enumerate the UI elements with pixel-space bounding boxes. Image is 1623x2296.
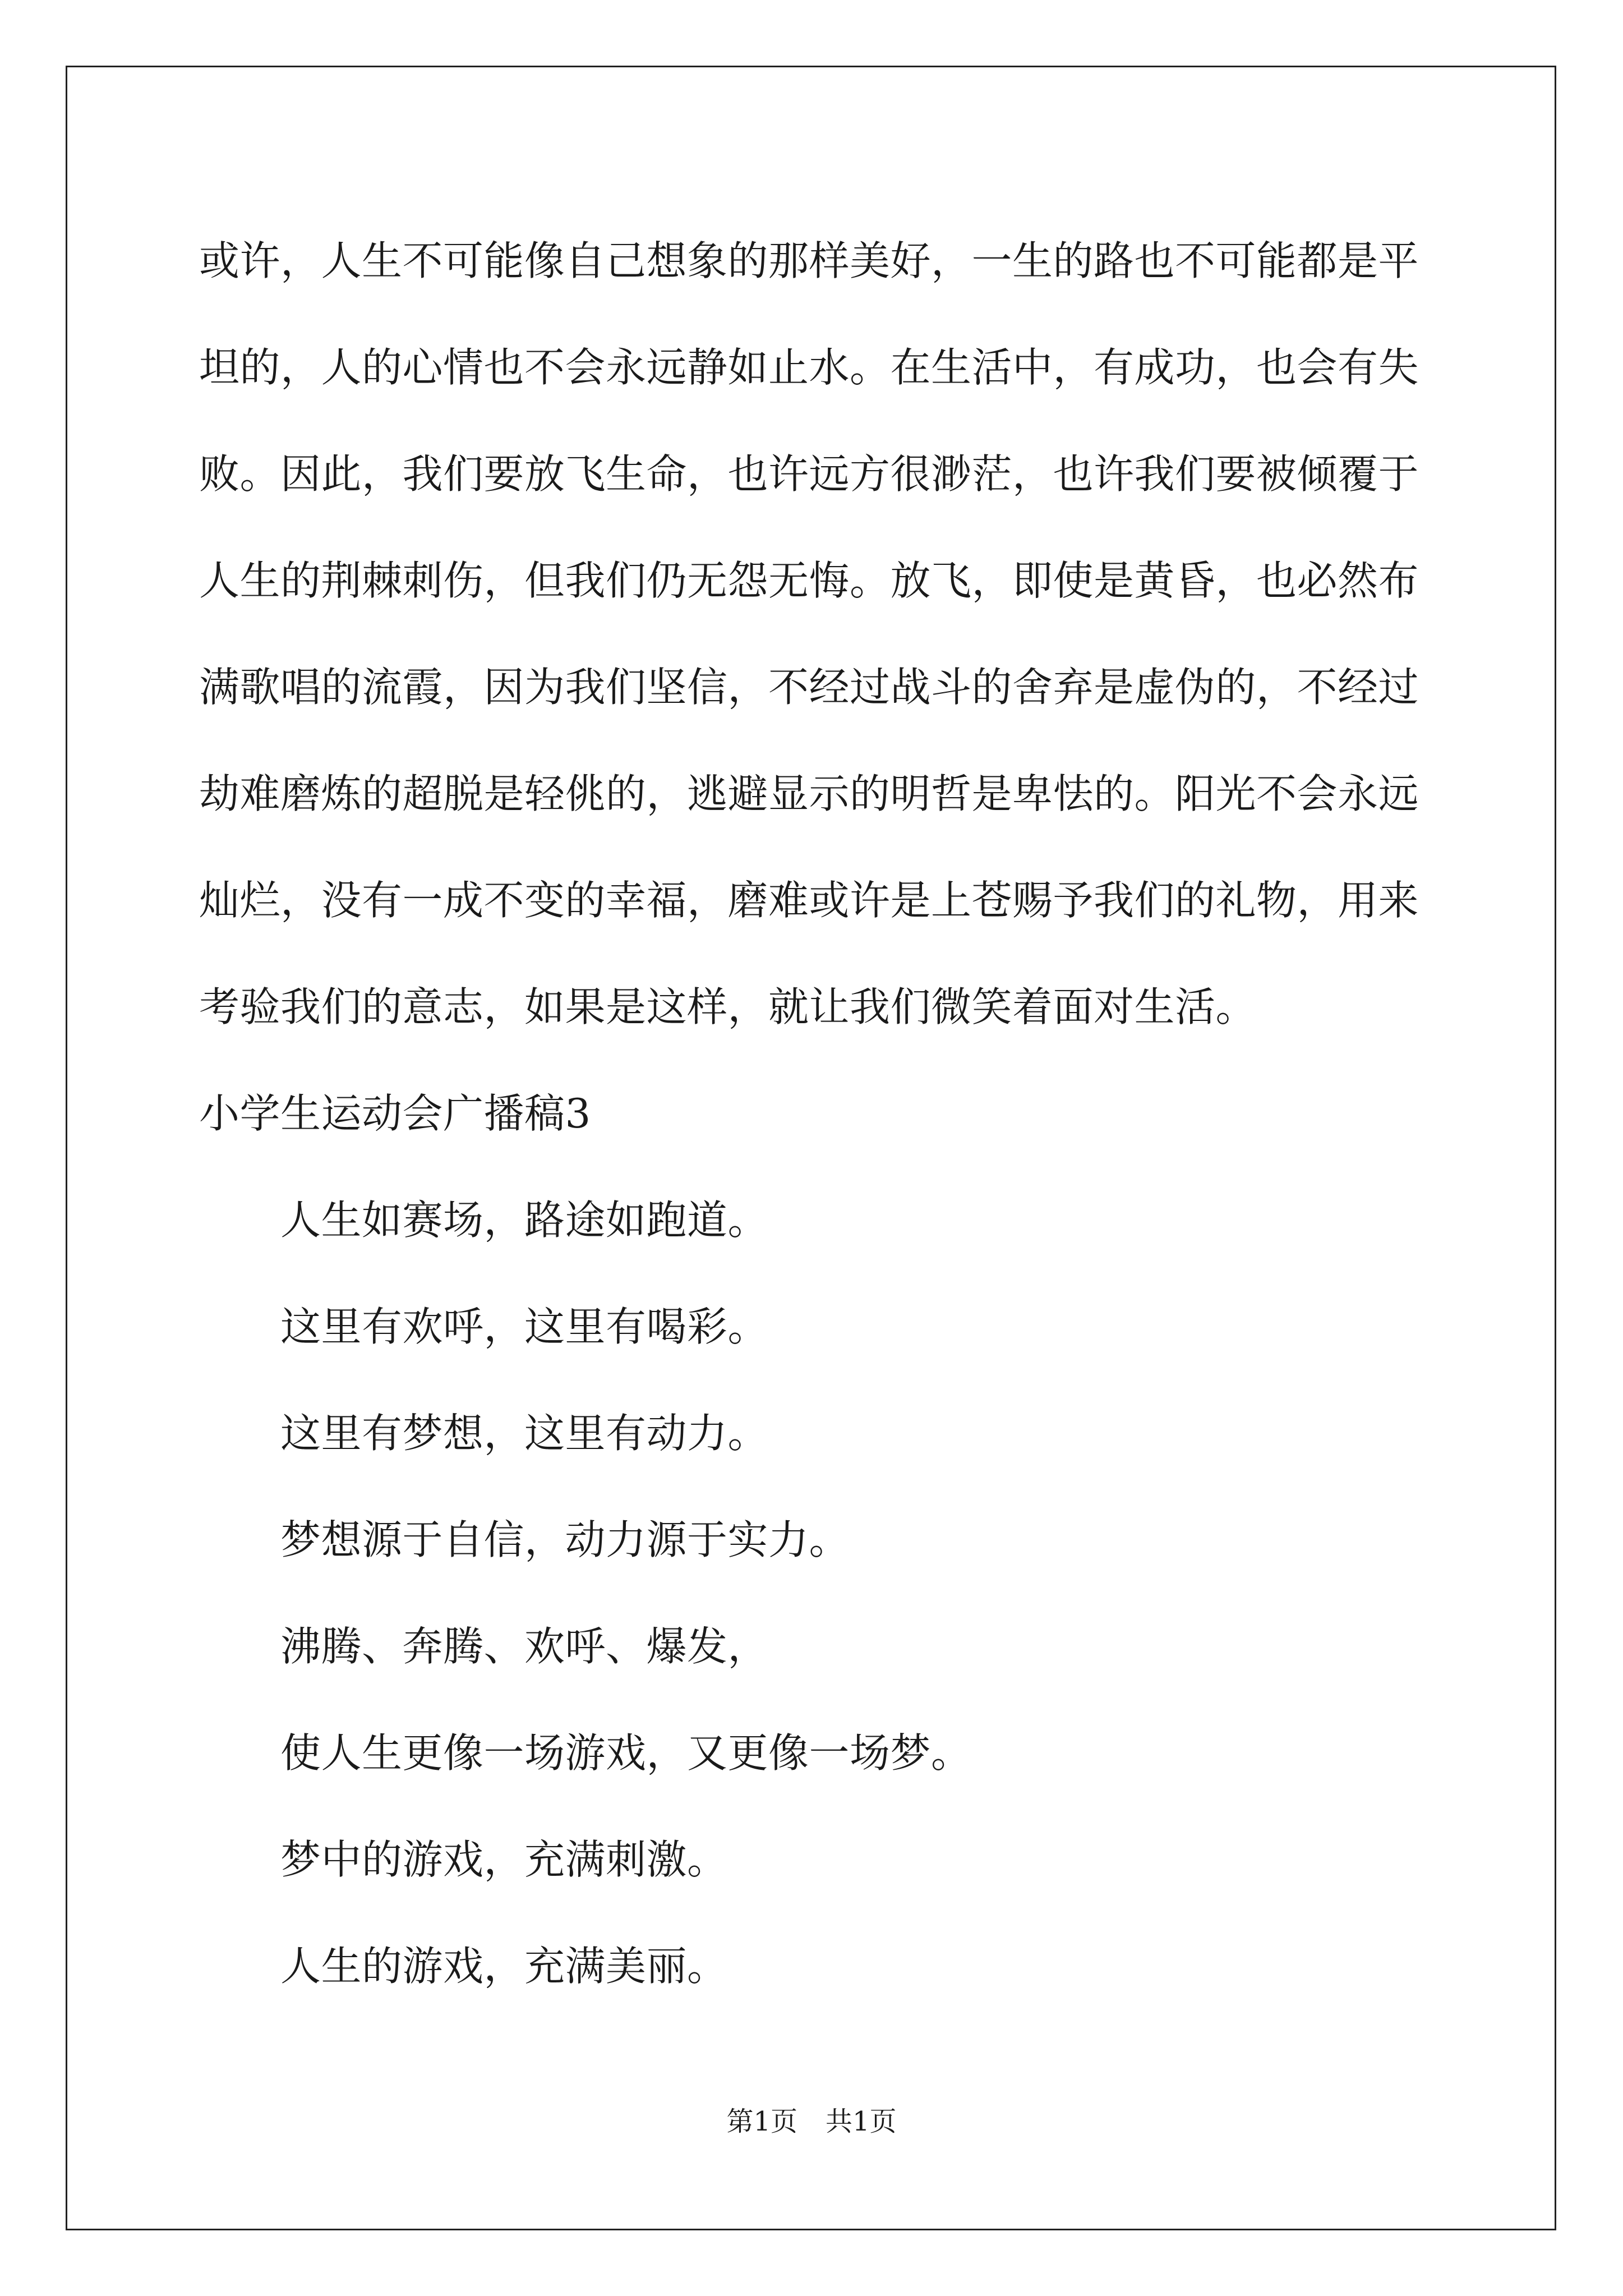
section-heading: 小学生运动会广播稿3 xyxy=(199,1090,591,1137)
poem-line: 这里有梦想，这里有动力。 xyxy=(280,1410,769,1457)
paragraph-line: 考验我们的意志，如果是这样，就让我们微笑着面对生活。 xyxy=(199,983,1257,1030)
paragraph-line: 人生的荆棘刺伤，但我们仍无怨无悔。放飞，即使是黄昏，也必然布 xyxy=(199,557,1419,604)
paragraph-line: 坦的，人的心情也不会永远静如止水。在生活中，有成功，也会有失 xyxy=(199,344,1419,391)
document-body xyxy=(199,208,1424,2019)
page-footer xyxy=(0,2105,1623,2138)
paragraph-line: 满歌唱的流霞，因为我们坚信，不经过战斗的舍弃是虚伪的，不经过 xyxy=(199,664,1419,711)
poem-line: 沸腾、奔腾、欢呼、爆发， xyxy=(280,1623,769,1670)
poem-line: 使人生更像一场游戏，又更像一场梦。 xyxy=(280,1729,972,1777)
page-total: 共1页 xyxy=(826,2106,897,2137)
page-number: 第1页 xyxy=(726,2106,797,2137)
poem-line: 梦中的游戏，充满刺激。 xyxy=(280,1836,728,1883)
poem-line: 梦想源于自信，动力源于实力。 xyxy=(280,1516,850,1563)
poem-line: 人生如赛场，路途如跑道。 xyxy=(280,1197,769,1244)
paragraph-line: 或许，人生不可能像自己想象的那样美好，一生的路也不可能都是平 xyxy=(199,237,1419,284)
paragraph-line: 劫难磨炼的超脱是轻佻的，逃避显示的明哲是卑怯的。阳光不会永远 xyxy=(199,770,1419,817)
poem-line: 人生的游戏，充满美丽。 xyxy=(280,1943,728,1990)
paragraph-line: 败。因此，我们要放飞生命，也许远方很渺茫，也许我们要被倾覆于 xyxy=(199,450,1419,498)
paragraph-line: 灿烂，没有一成不变的幸福，磨难或许是上苍赐予我们的礼物，用来 xyxy=(199,877,1419,924)
poem-line: 这里有欢呼，这里有喝彩。 xyxy=(280,1303,769,1350)
